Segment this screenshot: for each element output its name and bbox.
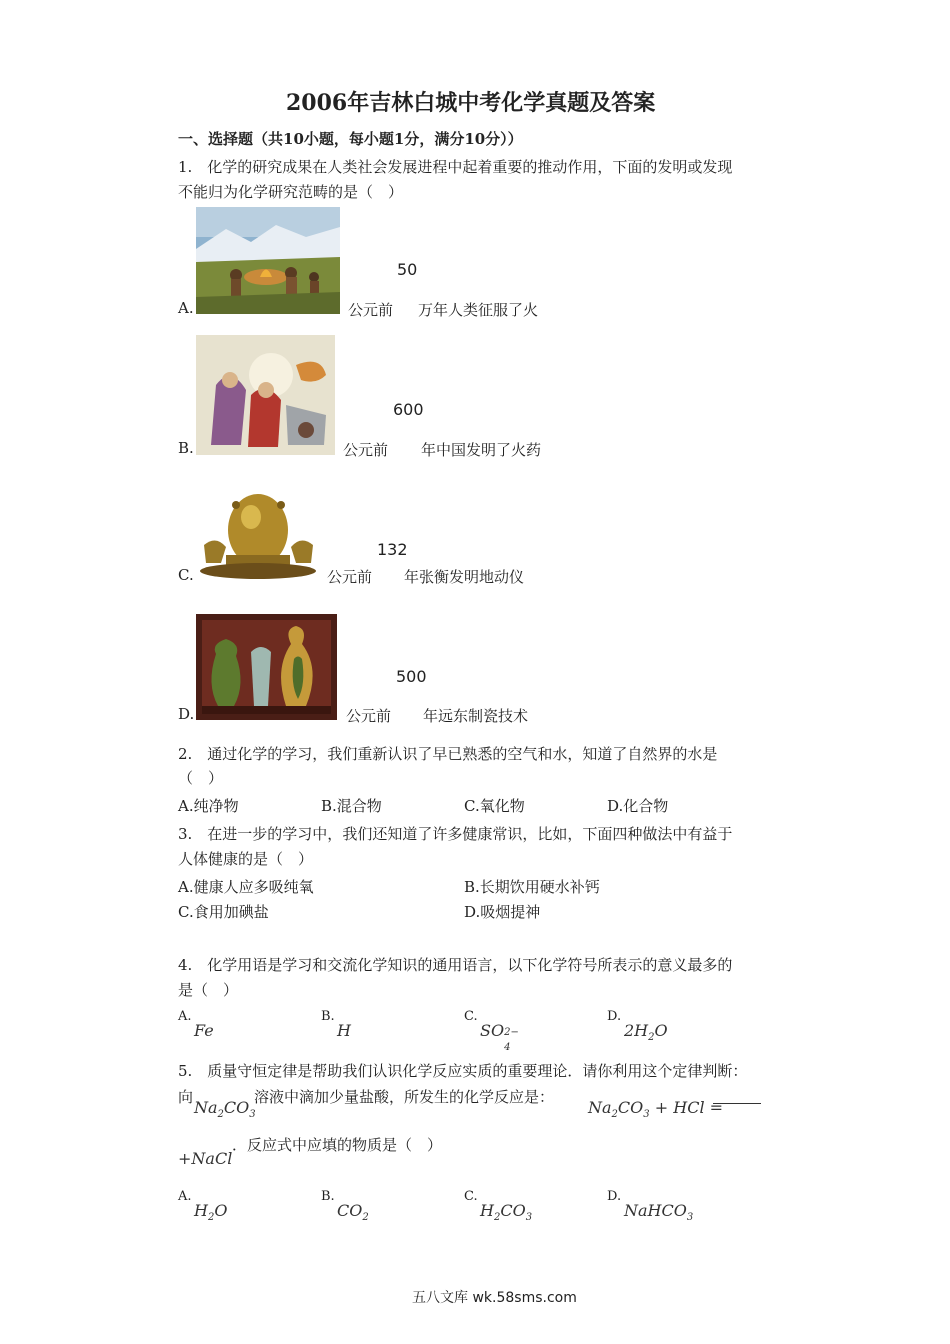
q1-stem-line2: 不能归为化学研究范畴的是（ ） — [178, 183, 404, 201]
q1-option-c-prefix: 公元前 — [327, 568, 373, 586]
q5-stem-line2-start: 向 — [178, 1088, 194, 1106]
q3-option-a: A.健康人应多吸纯氧 — [178, 878, 314, 896]
q4-d-coef: 2H — [624, 1021, 649, 1040]
q5-reactant-co: CO — [223, 1098, 250, 1117]
q2-stem-line1: 2. 通过化学的学习，我们重新认识了早已熟悉的空气和水，知道了自然界的水是 — [178, 745, 718, 763]
q5-stem-line3: ．反应式中应填的物质是（ ） — [232, 1136, 443, 1154]
q5-b-co: CO — [337, 1201, 363, 1220]
q5-c-sub3: 3 — [525, 1212, 533, 1224]
q4-option-a-formula: Fe — [194, 1021, 214, 1040]
q5-a-sub: 2 — [207, 1212, 215, 1224]
q1-option-a-text: 万年人类征服了火 — [418, 301, 539, 319]
q3-stem-line1: 3. 在进一步的学习中，我们还知道了许多健康常识，比如，下面四种做法中有益于 — [178, 825, 733, 843]
q1-stem-line1: 1. 化学的研究成果在人类社会发展进程中起着重要的推动作用，下面的发明或发现 — [178, 158, 733, 176]
q4-stem-line1: 4. 化学用语是学习和交流化学知识的通用语言，以下化学符号所表示的意义最多的 — [178, 956, 733, 974]
q4-stem-line2: 是（ ） — [178, 981, 239, 999]
q3-option-b: B.长期饮用硬水补钙 — [464, 878, 600, 896]
q1-option-a-label: A. — [178, 299, 194, 317]
q1-option-d-year: 500 — [396, 667, 427, 686]
q1-option-c-text: 年张衡发明地动仪 — [404, 568, 525, 586]
q1-option-d-prefix: 公元前 — [346, 707, 392, 725]
campfire-painting-icon — [196, 207, 340, 314]
q5-product-nacl: +NaCl — [178, 1149, 233, 1168]
q2-option-c: C.氧化物 — [464, 797, 525, 815]
q4-c-charge: 2− — [504, 1027, 519, 1038]
q5-a-o: O — [214, 1201, 228, 1220]
q2-option-d: D.化合物 — [607, 797, 669, 815]
q5-option-d-label: D. — [607, 1189, 622, 1204]
q5-option-b-formula — [337, 1201, 369, 1223]
q1-option-a-year: 50 — [397, 260, 418, 279]
section-heading: 一、选择题（共10小题，每小题1分，满分10分）） — [178, 130, 523, 148]
q4-option-d-label: D. — [607, 1009, 622, 1024]
q5-c-sub2: 2 — [493, 1212, 501, 1224]
q4-option-c-formula — [480, 1021, 519, 1053]
q5-c-h: H — [480, 1201, 494, 1220]
q4-option-b-formula: H — [337, 1021, 351, 1040]
q5-stem-line1: 5. 质量守恒定律是帮助我们认识化学反应实质的重要理论．请你利用这个定律判断： — [178, 1062, 748, 1080]
q5-d-formula-text: NaHCO — [624, 1201, 687, 1220]
q4-option-c-label: C. — [464, 1009, 478, 1024]
q5-d-sub: 3 — [686, 1212, 694, 1224]
footer-watermark: 五八文库 wk.58sms.com — [412, 1290, 577, 1306]
q2-option-a: A.纯净物 — [178, 797, 239, 815]
q5-equation — [588, 1098, 723, 1120]
q1-option-b-text: 年中国发明了火药 — [421, 441, 542, 459]
q5-a-h: H — [194, 1201, 208, 1220]
q4-d-end: O — [654, 1021, 668, 1040]
q5-option-a-label: A. — [178, 1189, 192, 1204]
q5-eq-co: CO — [617, 1098, 644, 1117]
q4-option-b-label: B. — [321, 1009, 335, 1024]
q3-option-d: D.吸烟提神 — [464, 903, 541, 921]
q3-stem-line2: 人体健康的是（ ） — [178, 850, 314, 868]
q1-option-a-prefix: 公元前 — [348, 301, 394, 319]
q5-c-co: CO — [500, 1201, 526, 1220]
q5-eq-na: Na — [588, 1098, 612, 1117]
q4-c-base: SO — [480, 1021, 505, 1040]
q5-eq-rest: + HCl = — [654, 1098, 724, 1117]
q5-eq-sub3: 3 — [643, 1109, 650, 1121]
q5-reactant-sub2: 2 — [217, 1109, 224, 1121]
q4-option-d-formula — [624, 1021, 668, 1043]
q1-option-b-label: B. — [178, 439, 194, 457]
q3-option-c: C.食用加碘盐 — [178, 903, 269, 921]
q1-option-b-year: 600 — [393, 400, 424, 419]
q4-c-subscript: 4 — [504, 1042, 511, 1053]
q4-option-a-label: A. — [178, 1009, 192, 1024]
q5-answer-blank — [713, 1103, 761, 1104]
q5-option-a-formula — [194, 1201, 227, 1223]
q1-option-b-prefix: 公元前 — [343, 441, 389, 459]
gunpowder-painting-icon — [196, 335, 335, 455]
q1-option-c-year: 132 — [377, 540, 408, 559]
q5-reactant-na: Na — [194, 1098, 218, 1117]
q5-eq-sub2: 2 — [611, 1109, 618, 1121]
q5-reactant-sub3: 3 — [249, 1109, 256, 1121]
q1-option-d-label: D. — [178, 705, 195, 723]
q2-option-b: B.混合物 — [321, 797, 382, 815]
page-title: 2006年吉林白城中考化学真题及答案 — [286, 90, 656, 116]
porcelain-vase-photo-icon — [196, 614, 337, 720]
q5-reactant-formula — [194, 1098, 256, 1120]
q5-option-b-label: B. — [321, 1189, 335, 1204]
q5-stem-line2-end: 溶液中滴加少量盐酸，所发生的化学反应是： — [254, 1088, 555, 1106]
q5-option-c-label: C. — [464, 1189, 478, 1204]
q5-b-sub: 2 — [362, 1212, 369, 1224]
q1-option-d-text: 年远东制瓷技术 — [423, 707, 529, 725]
q5-option-c-formula — [480, 1201, 532, 1223]
q4-d-subscript: 2 — [648, 1032, 655, 1044]
q5-option-d-formula — [624, 1201, 693, 1223]
q1-option-c-label: C. — [178, 566, 194, 584]
seismoscope-photo-icon — [196, 485, 321, 581]
q2-stem-line2: （ ） — [178, 769, 224, 787]
